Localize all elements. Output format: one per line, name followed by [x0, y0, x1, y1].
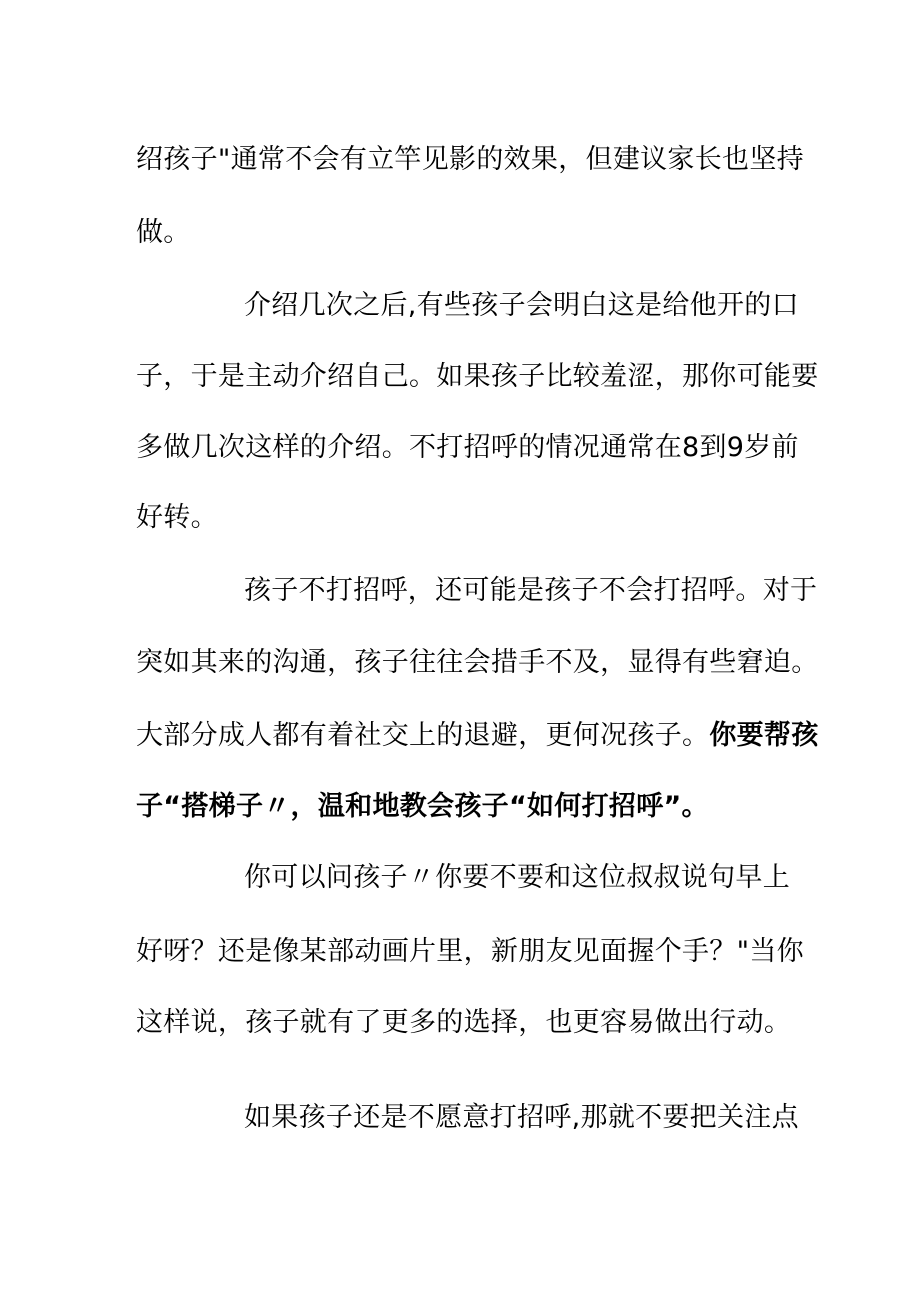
- paragraph-4-line-3: 这样说，孩子就有了更多的选择，也更容易做出行动。: [136, 1007, 792, 1038]
- paragraph-1-line-2: 做。: [136, 217, 191, 248]
- paragraph-2-line-3: 多做几次这样的介绍。不打招呼的情况通常在8到9岁前: [136, 432, 799, 463]
- paragraph-3-line-3-bold: 你要帮孩: [709, 720, 819, 751]
- paragraph-3-line-1: 孩子不打招呼，还可能是孩子不会打招呼。对于: [244, 575, 818, 606]
- paragraph-2-line-4: 好转。: [136, 502, 218, 533]
- paragraph-3-line-4: 子“搭梯子〃，温和地教会孩子“如何打招呼”。: [136, 791, 709, 822]
- paragraph-3-line-3: [136, 716, 819, 756]
- paragraph-5-line-1: 如果孩子还是不愿意打招呼,那就不要把关注点: [244, 1102, 799, 1133]
- paragraph-2-line-1: 介绍几次之后,有些孩子会明白这是给他开的口: [244, 290, 799, 321]
- paragraph-2-line-2: 子，于是主动介绍自己。如果孩子比较羞涩，那你可能要: [136, 361, 819, 392]
- paragraph-3-line-2: 突如其来的沟通，孩子往往会措手不及，显得有些窘迫。: [136, 647, 819, 678]
- paragraph-1-line-1: 绍孩子"通常不会有立竿见影的效果，但建议家长也坚持: [136, 144, 804, 175]
- paragraph-4-line-2: 好呀？还是像某部动画片里，新朋友见面握个手？"当你: [136, 936, 804, 967]
- paragraph-3-line-3-regular: 大部分成人都有着社交上的退避，更何况孩子。: [136, 720, 710, 751]
- paragraph-4-line-1: 你可以问孩子〃你要不要和这位叔叔说句早上: [244, 862, 790, 893]
